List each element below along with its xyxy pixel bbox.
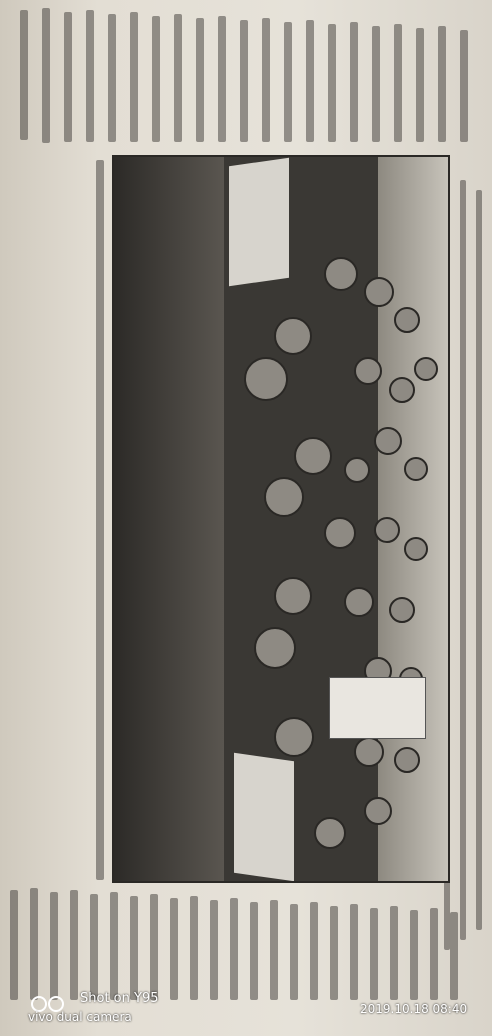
banner-sign <box>329 677 426 739</box>
photo-caption <box>96 160 104 880</box>
article-text-top <box>0 0 492 150</box>
watermark-line2: vivo dual camera <box>28 1010 132 1024</box>
tent-top <box>229 158 289 286</box>
group-photo <box>112 155 450 883</box>
watermark-line1: Shot on Y95 <box>80 991 159 1006</box>
photo-background-left <box>114 157 224 881</box>
camera-watermark <box>28 990 158 1026</box>
photo-timestamp: 2019.10.18 08:40 <box>360 1002 468 1016</box>
tent-bottom <box>234 753 294 881</box>
